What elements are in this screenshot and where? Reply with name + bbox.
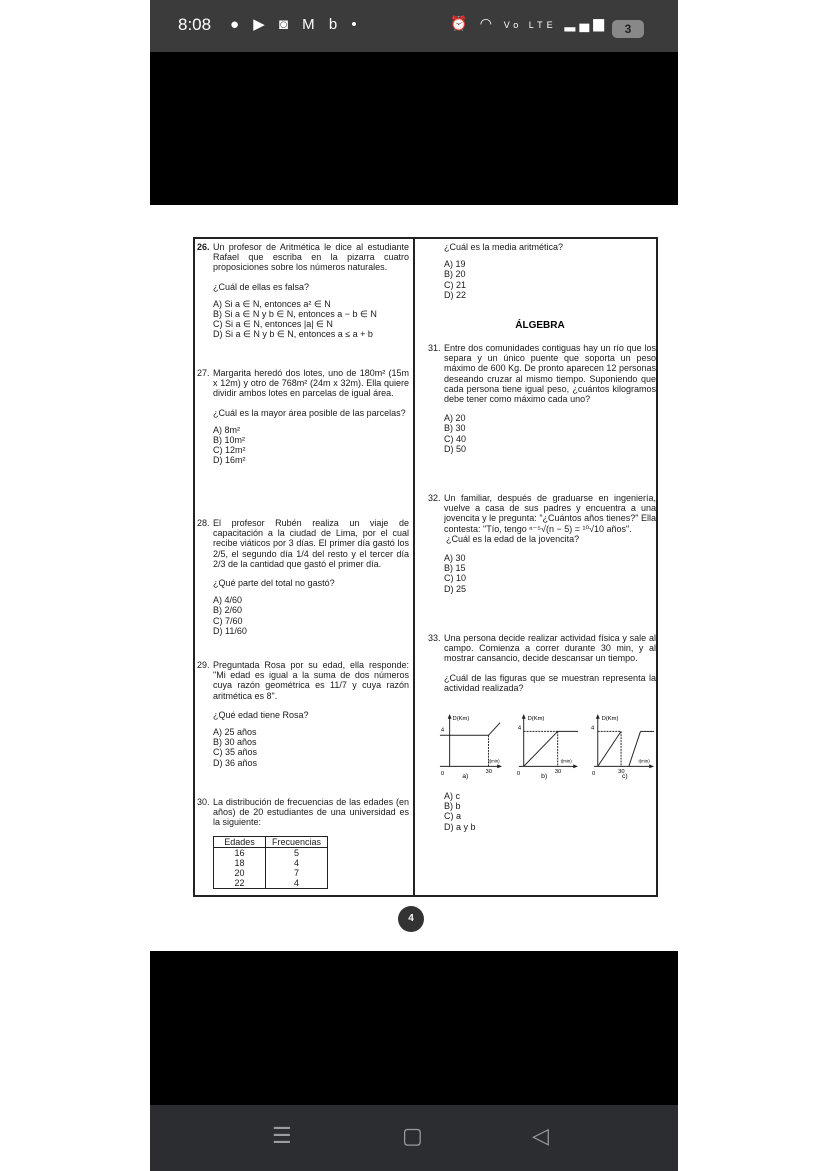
option: A) 20 bbox=[444, 413, 466, 424]
x-axis-label: t(min) bbox=[488, 758, 500, 764]
frequency-table bbox=[213, 836, 328, 889]
option: D) 11/60 bbox=[213, 625, 247, 636]
y-tick: 4 bbox=[590, 725, 595, 732]
option: C) 10 bbox=[444, 573, 467, 584]
question-33 bbox=[428, 633, 656, 832]
table-cell: 4 bbox=[266, 858, 328, 868]
question-number: 27. bbox=[197, 368, 210, 378]
question-30-continued bbox=[428, 242, 656, 300]
options bbox=[213, 299, 409, 340]
question-prompt: ¿Qué parte del total no gastó? bbox=[213, 578, 335, 589]
option: C) 7/60 bbox=[213, 615, 243, 626]
options bbox=[213, 727, 409, 768]
question-text: Una persona decide realizar actividad física y sale al campo. Comienza a correr durante 30 min, y al mostrar cansancio, decide descansar un tiempo. bbox=[444, 633, 656, 664]
table-header: Frecuencias bbox=[266, 836, 328, 847]
question-27 bbox=[197, 368, 409, 466]
question-prompt: ¿Cuál de ellas es falsa? bbox=[213, 281, 310, 292]
option: A) 4/60 bbox=[213, 595, 243, 606]
clock: 8:08 bbox=[178, 15, 212, 34]
table-row bbox=[214, 868, 328, 878]
question-prompt: ¿Cuál de las figuras que se muestran representa la actividad realizada? bbox=[444, 672, 656, 693]
wifi-icon: ◠ bbox=[479, 15, 496, 31]
option: C) 35 años bbox=[213, 747, 258, 758]
alarm-icon: ⏰ bbox=[450, 15, 472, 31]
table-cell: 16 bbox=[214, 847, 266, 858]
section-heading: ÁLGEBRA bbox=[515, 320, 565, 331]
x-axis-label: t(min) bbox=[560, 758, 572, 764]
graph-b bbox=[514, 709, 580, 781]
page-number: 4 bbox=[398, 906, 424, 932]
option: C) Si a ∈ N, entonces |a| ∈ N bbox=[213, 319, 333, 330]
question-number: 30. bbox=[197, 797, 210, 807]
origin-label: 0 bbox=[591, 771, 596, 778]
column-divider bbox=[413, 237, 415, 897]
question-number: 31. bbox=[428, 343, 441, 353]
question-prompt: ¿Cuál es la mayor área posible de las parcelas? bbox=[213, 407, 406, 418]
y-axis-label: D(Km) bbox=[527, 715, 545, 722]
battery-icon: 3 bbox=[612, 20, 644, 38]
question-text: Margarita heredó dos lotes, uno de 180m² (15m x 12m) y otro de 768m² (24m x 32m). Ella quiere dividir ambos lotes en parcelas de igual área. bbox=[213, 368, 409, 399]
graph-c bbox=[590, 709, 656, 781]
options bbox=[444, 259, 656, 300]
option: D) a y b bbox=[444, 821, 476, 832]
x-tick: 30 bbox=[485, 769, 493, 776]
question-prompt: ¿Qué edad tiene Rosa? bbox=[213, 709, 309, 720]
table-row bbox=[214, 847, 328, 858]
y-tick: 4 bbox=[517, 725, 522, 732]
notification-icons: ● ▶ ◙ M b • bbox=[230, 16, 362, 33]
question-32 bbox=[428, 493, 656, 594]
x-tick: 30 bbox=[554, 769, 562, 776]
question-number: 33. bbox=[428, 633, 441, 643]
option: B) 20 bbox=[444, 269, 466, 280]
origin-label: 0 bbox=[516, 771, 521, 778]
option: B) 10m² bbox=[213, 435, 246, 446]
question-text: La distribución de frecuencias de las edades (en años) de 20 estudiantes de una universidad es la siguiente: bbox=[213, 797, 409, 828]
option: A) Si a ∈ N, entonces a² ∈ N bbox=[213, 298, 331, 309]
letterbox-bottom bbox=[150, 951, 678, 1105]
table-cell: 5 bbox=[266, 847, 328, 858]
options bbox=[444, 413, 656, 454]
x-tick: 30 bbox=[618, 769, 625, 776]
table-cell: 4 bbox=[266, 878, 328, 889]
origin-label: 0 bbox=[440, 771, 445, 778]
question-31 bbox=[428, 343, 656, 454]
y-tick: 4 bbox=[440, 727, 445, 734]
option: B) b bbox=[444, 801, 461, 812]
question-29 bbox=[197, 660, 409, 768]
question-number: 32. bbox=[428, 493, 441, 503]
system-icons bbox=[450, 15, 608, 32]
question-text: El profesor Rubén realiza un viaje de capacitación a la ciudad de Lima, por el cual recibe viáticos por 3 días. El primer día gastó los 2/5, el segundo día 1/4 del resto y el tercer día 2/3 de la cantidad que gastó el primer día. bbox=[213, 518, 409, 569]
table-cell: 7 bbox=[266, 868, 328, 878]
signal-icon: ▂▄▆ bbox=[564, 15, 608, 31]
option: D) 36 años bbox=[213, 757, 258, 768]
question-number: 26. bbox=[197, 242, 210, 252]
question-28 bbox=[197, 518, 409, 636]
table-cell: 20 bbox=[214, 868, 266, 878]
option: A) 8m² bbox=[213, 424, 240, 435]
navigation-bar bbox=[150, 1105, 678, 1171]
options bbox=[213, 425, 409, 466]
question-prompt: ¿Cuál es la media aritmética? bbox=[444, 242, 564, 252]
question-text: Un profesor de Aritmética le dice al estudiante Rafael que escriba en la pizarra cuatro proposiciones sobre los números naturales. bbox=[213, 242, 409, 273]
table-row bbox=[214, 878, 328, 889]
caption: c) bbox=[622, 773, 628, 781]
option: A) c bbox=[444, 791, 461, 802]
option: B) 30 años bbox=[213, 737, 257, 748]
option: D) 22 bbox=[444, 289, 467, 300]
letterbox-top bbox=[150, 52, 678, 205]
table-row bbox=[214, 858, 328, 868]
question-text: Entre dos comunidades contiguas hay un río que los separa y un único puente que soporta un peso máximo de 600 Kg. De pronto aparecen 12 personas deseando cruzar al mismo tiempo. Suponiendo que cada persona tiene igual peso, ¿cuántos kilogramos debe tener como máximo cada uno? bbox=[444, 343, 656, 405]
option: D) 25 bbox=[444, 583, 467, 594]
option: B) 30 bbox=[444, 423, 466, 434]
option: A) 19 bbox=[444, 259, 466, 270]
question-prompt: ¿Cuál es la edad de la jovencita? bbox=[446, 533, 580, 544]
question-text: Un familiar, después de graduarse en ingeniería, vuelve a casa de sus padres y encuentra a una jovencita y le pregunta: "¿Cuántos años tienes?" Ella contesta: "Tío, tengo ⁿ⁻⁵√(n − 5) = ¹⁰√10 años". bbox=[444, 493, 656, 534]
graph-figures bbox=[438, 709, 656, 781]
option: B) Si a ∈ N y b ∈ N, entonces a − b ∈ N bbox=[213, 309, 377, 320]
status-bar bbox=[150, 0, 678, 52]
option: D) 16m² bbox=[213, 455, 246, 466]
caption: a) bbox=[462, 773, 469, 781]
y-axis-label: D(Km) bbox=[601, 715, 619, 722]
table-cell: 22 bbox=[214, 878, 266, 889]
volte-icon: Vo LTE bbox=[503, 20, 557, 30]
option: D) 50 bbox=[444, 443, 467, 454]
option: C) a bbox=[444, 811, 462, 822]
graph-a bbox=[438, 709, 504, 781]
option: D) Si a ∈ N y b ∈ N, entonces a ≤ a + b bbox=[213, 329, 373, 340]
table-header: Edades bbox=[214, 836, 266, 847]
caption: b) bbox=[541, 773, 548, 781]
question-number: 28. bbox=[197, 518, 210, 528]
y-axis-label: D(Km) bbox=[452, 715, 470, 722]
x-axis-label: t(min) bbox=[638, 758, 650, 764]
option: A) 25 años bbox=[213, 727, 257, 738]
question-30 bbox=[197, 797, 409, 889]
options bbox=[444, 553, 656, 594]
option: C) 12m² bbox=[213, 445, 246, 456]
question-text: Preguntada Rosa por su edad, ella responde: "Mi edad es igual a la suma de dos números cuya razón geométrica es 11/7 y cuya razón aritmética es 8". bbox=[213, 660, 409, 701]
home-button[interactable]: ▢ bbox=[402, 1123, 423, 1148]
option: B) 15 bbox=[444, 563, 466, 574]
option: A) 30 bbox=[444, 553, 466, 564]
option: C) 40 bbox=[444, 433, 467, 444]
option: C) 21 bbox=[444, 279, 467, 290]
options bbox=[213, 595, 409, 636]
table-cell: 18 bbox=[214, 858, 266, 868]
question-26 bbox=[197, 242, 409, 340]
options bbox=[444, 791, 656, 832]
option: B) 2/60 bbox=[213, 605, 243, 616]
recents-button[interactable]: ☰ bbox=[272, 1123, 292, 1148]
back-button[interactable]: ◁ bbox=[532, 1123, 549, 1148]
question-number: 29. bbox=[197, 660, 210, 670]
